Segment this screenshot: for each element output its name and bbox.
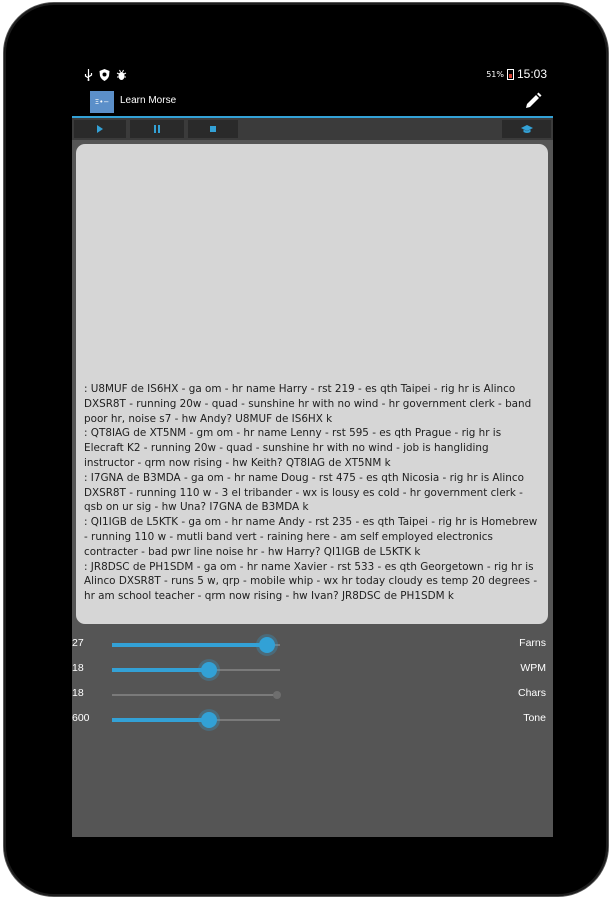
status-right (486, 67, 547, 81)
pencil-icon[interactable] (523, 91, 543, 111)
learn-button[interactable] (502, 120, 551, 138)
farns-slider-fill (112, 643, 267, 647)
pause-button[interactable] (130, 120, 184, 138)
farns-slider-row (72, 633, 553, 657)
status-bar (72, 65, 553, 87)
graduation-hat-icon (521, 125, 533, 134)
notification-icons (84, 69, 127, 84)
tone-slider-fill (112, 718, 209, 722)
action-bar (72, 87, 553, 118)
clock: 15:03 (516, 67, 547, 81)
tablet-bezel (4, 3, 608, 896)
morse-text-panel[interactable] (76, 144, 548, 624)
tone-label: Tone (523, 712, 546, 724)
battery-icon (507, 69, 514, 80)
farns-slider-thumb[interactable] (259, 637, 275, 653)
screen (72, 65, 553, 837)
morse-message-text: : U8MUF de IS6HX - ga om - hr name Harry - rst 219 - es qth Taipei - rig hr is Alinco DXSR8T - running 20w - quad - sunshine hr with no wind - hr government clerk - band poor hr, noise s7 - hw Andy? U8MUF de IS6HX k : QT8IAG de XT5NM - gm om - hr name Lenny - rst 595 - es qth Prague - rig hr is Elecraft K2 - running 20w - quad - sunshine hr with no wind - job is hangliding instructor - qrm now rising - hw Keith? QT8IAG de XT5NM k : I7GNA de B3MDA - ga om - hr name Doug - rst 475 - es qth Nicosia - rig hr is Alinco DXSR8T - running 110 w - 3 el tribander - wx is lousy es cold - hr government clerk - qsb on ur sig - hw Una? I7GNA de B3MDA k : QI1IGB de L5KTK - ga om - hr name Andy - rst 235 - es qth Taipei - rig hr is Homebrew - running 110 w - mutli band vert - raining here - am self employed electronics contracter - bad pwr line noise hr - hw Harry? QI1IGB de L5KTK k : JR8DSC de PH1SDM - ga om - hr name Xavier - rst 533 - es qth Georgetown - rig hr is Alinco DXSR8T - runs 5 w, qrp - mobile whip - wx hr today cloudy es temp 20 degrees - hr am school teacher - qrm now rising - hw Ivan? JR8DSC de PH1SDM k (84, 383, 538, 603)
stop-button[interactable] (188, 120, 238, 138)
tone-slider-row (72, 708, 553, 732)
app-icon[interactable]: Ξ•− (90, 91, 114, 113)
play-icon (96, 125, 104, 133)
usb-icon (84, 69, 93, 84)
tone-value: 600 (72, 712, 90, 724)
farns-value: 27 (72, 637, 84, 649)
chars-value: 18 (72, 687, 84, 699)
play-button[interactable] (74, 120, 126, 138)
chars-slider-track[interactable] (112, 694, 280, 696)
tone-slider-thumb[interactable] (201, 712, 217, 728)
chars-slider-thumb[interactable] (273, 691, 281, 699)
pause-icon (153, 125, 161, 133)
shield-icon (99, 69, 110, 84)
playback-toolbar (72, 118, 553, 140)
app-title: Learn Morse (120, 95, 177, 106)
bug-icon (116, 69, 127, 84)
chars-slider-row (72, 683, 553, 707)
wpm-slider-row (72, 658, 553, 682)
farns-label: Farns (519, 637, 546, 649)
battery-percent: 51% (486, 69, 504, 79)
chars-label: Chars (517, 687, 546, 699)
wpm-value: 18 (72, 662, 84, 674)
stop-icon (209, 125, 217, 133)
wpm-slider-thumb[interactable] (201, 662, 217, 678)
wpm-slider-fill (112, 668, 209, 672)
wpm-label: WPM (520, 662, 546, 674)
